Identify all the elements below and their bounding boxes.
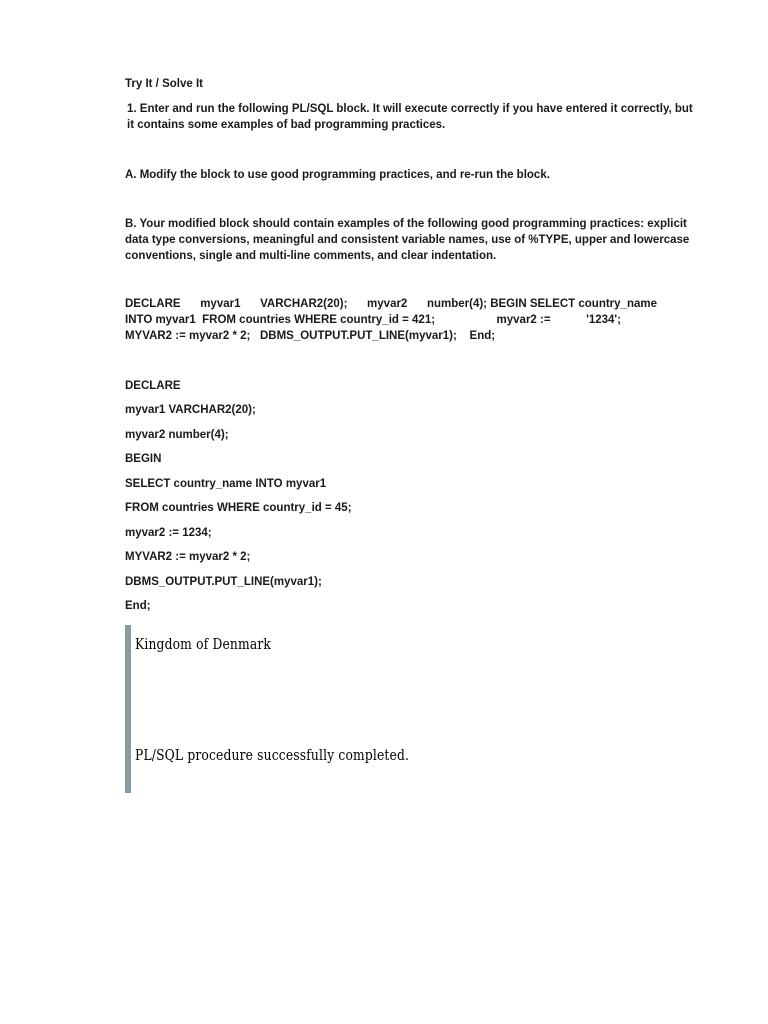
inline-token: DECLARE: [125, 298, 181, 310]
output-status-line: PL/SQL procedure successfully completed.: [135, 746, 410, 764]
code-line: SELECT country_name INTO myvar1: [125, 478, 327, 490]
code-line: End;: [125, 600, 151, 612]
code-line: myvar2 number(4);: [125, 429, 229, 441]
output-result-line: Kingdom of Denmark: [135, 635, 271, 653]
task-a-text: A. Modify the block to use good programming practices, and re-run the block.: [125, 169, 550, 181]
inline-token: number(4); BEGIN SELECT country_name: [426, 298, 657, 310]
code-line: myvar2 := 1234;: [125, 527, 212, 539]
inline-token: INTO myvar1 FROM countries WHERE country_id = 421;: [125, 314, 436, 326]
code-line: MYVAR2 := myvar2 * 2;: [125, 551, 251, 563]
task-b-text: B. Your modified block should contain examples of the following good programming practices: explicit data type conversions, meaningful and consistent variable names, use of %TYPE, upper and lowercase conventions, single and multi-line comments, and clear indentation.: [125, 218, 690, 262]
code-line: BEGIN: [125, 453, 162, 465]
code-line: DECLARE: [125, 380, 181, 392]
code-line: FROM countries WHERE country_id = 45;: [125, 502, 352, 514]
section-heading: Try It / Solve It: [125, 78, 203, 90]
inline-token: myvar1: [200, 298, 241, 310]
output-scrollbar: [125, 625, 131, 793]
inline-block: [125, 296, 657, 344]
inline-block-line-3: MYVAR2 := myvar2 * 2; DBMS_OUTPUT.PUT_LINE(myvar1); End;: [125, 330, 496, 342]
inline-token: VARCHAR2(20);: [260, 298, 348, 310]
code-line: DBMS_OUTPUT.PUT_LINE(myvar1);: [125, 576, 322, 588]
code-line: myvar1 VARCHAR2(20);: [125, 404, 256, 416]
inline-token: '1234';: [586, 314, 621, 326]
inline-block-line-2: [125, 312, 621, 328]
inline-token: myvar2: [367, 298, 408, 310]
task-1-text: 1. Enter and run the following PL/SQL block. It will execute correctly if you have entered it correctly, but it contains some examples of bad programming practices.: [127, 103, 693, 131]
inline-token: myvar2 :=: [496, 314, 551, 326]
inline-block-line-1: [125, 296, 657, 312]
output-screenshot: [125, 625, 410, 793]
